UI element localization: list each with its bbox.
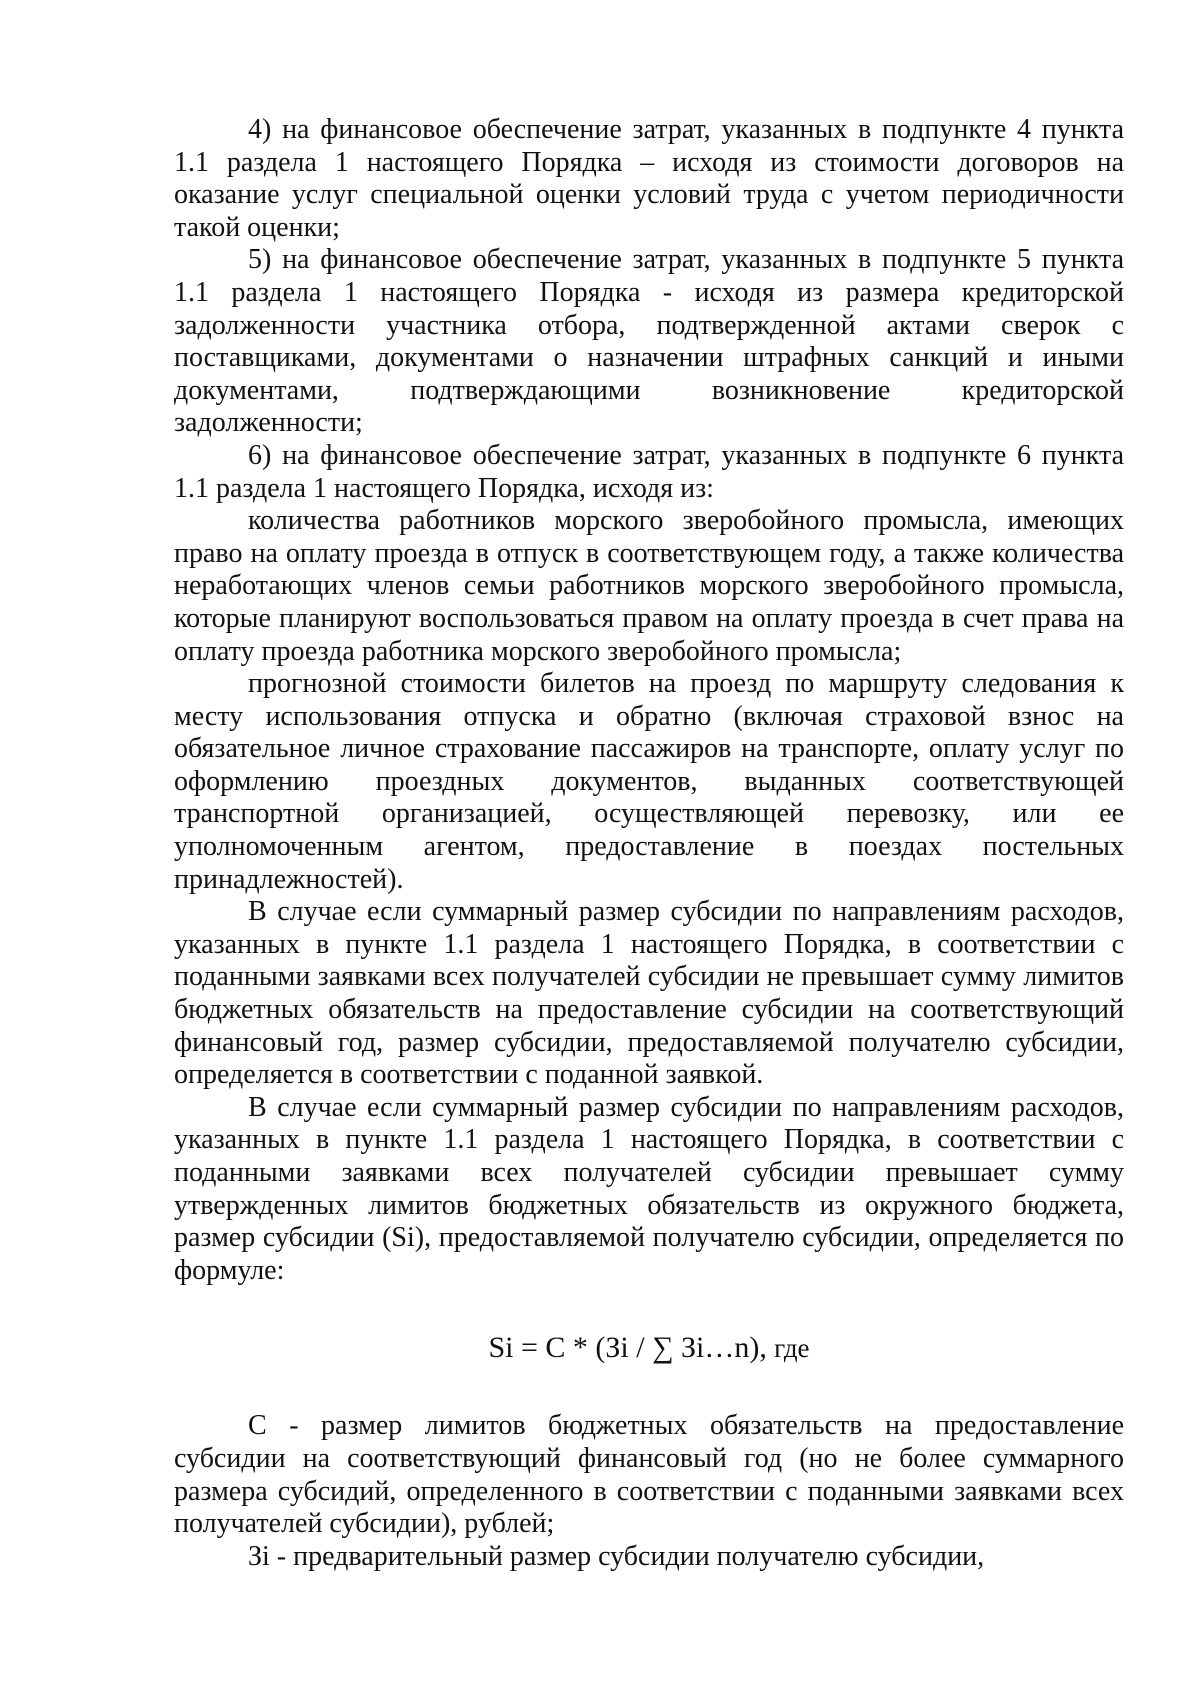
paragraph-item-6: 6) на финансовое обеспечение затрат, указанных в подпункте 6 пункта 1.1 раздела 1 настоящего Порядка, исходя из: xyxy=(174,439,1124,504)
document-body xyxy=(174,114,1124,1573)
paragraph-workers-count: количества работников морского зверобойного промысла, имеющих право на оплату проезда в отпуск в соответствующем году, а также количества неработающих членов семьи работников морского зверобойного промысла, которые планируют воспользоваться правом на оплату проезда в счет права на оплату проезда работника морского зверобойного промысла; xyxy=(174,505,1124,667)
paragraph-definition-zi: Зi - предварительный размер субсидии получателю субсидии, xyxy=(248,1540,985,1572)
paragraph-item-5: 5) на финансовое обеспечение затрат, указанных в подпункте 5 пункта 1.1 раздела 1 настоящего Порядка - исходя из размера кредиторской задолженности участника отбора, подтвержденной актами сверок с поставщиками, документами о назначении штрафных санкций и иными документами, подтверждающими возникновение кредиторской задолженности; xyxy=(174,244,1124,439)
paragraph-within-limits: В случае если суммарный размер субсидии по направлениям расходов, указанных в пункте 1.1 раздела 1 настоящего Порядка, в соответствии с поданными заявками всех получателей субсидии не превышает сумму лимитов бюджетных обязательств на предоставление субсидии на соответствующий финансовый год, размер субсидии, предоставляемой получателю субсидии, определяется в соответствии с поданной заявкой. xyxy=(174,896,1124,1091)
formula-expression: Si = C * (Зi / ∑ Зi…n), xyxy=(488,1331,767,1365)
paragraph-definition-c: С - размер лимитов бюджетных обязательств на предоставление субсидии на соответствующий финансовый год (но не более суммарного размера субсидий, определенного в соответствии с поданными заявками всех получателей субсидии), рублей; xyxy=(174,1410,1124,1540)
subsidy-formula xyxy=(174,1331,1124,1365)
paragraph-exceeds-limits: В случае если суммарный размер субсидии по направлениям расходов, указанных в пункте 1.1 раздела 1 настоящего Порядка, в соответствии с поданными заявками всех получателей субсидии превышает сумму утвержденных лимитов бюджетных обязательств из окружного бюджета, размер субсидии (Si), предоставляемой получателю субсидии, определяется по формуле: xyxy=(174,1091,1124,1286)
formula-suffix: где xyxy=(774,1333,810,1364)
paragraph-item-4: 4) на финансовое обеспечение затрат, указанных в подпункте 4 пункта 1.1 раздела 1 настоящего Порядка – исходя из стоимости договоров на оказание услуг специальной оценки условий труда с учетом периодичности такой оценки; xyxy=(174,114,1124,243)
paragraph-ticket-cost: прогнозной стоимости билетов на проезд по маршруту следования к месту использования отпуска и обратно (включая страховой взнос на обязательное личное страхование пассажиров на транспорте, оплату услуг по оформлению проездных документов, выданных соответствующей транспортной организацией, осуществляющей перевозку, или ее уполномоченным агентом, предоставление в поездах постельных принадлежностей). xyxy=(174,668,1124,895)
